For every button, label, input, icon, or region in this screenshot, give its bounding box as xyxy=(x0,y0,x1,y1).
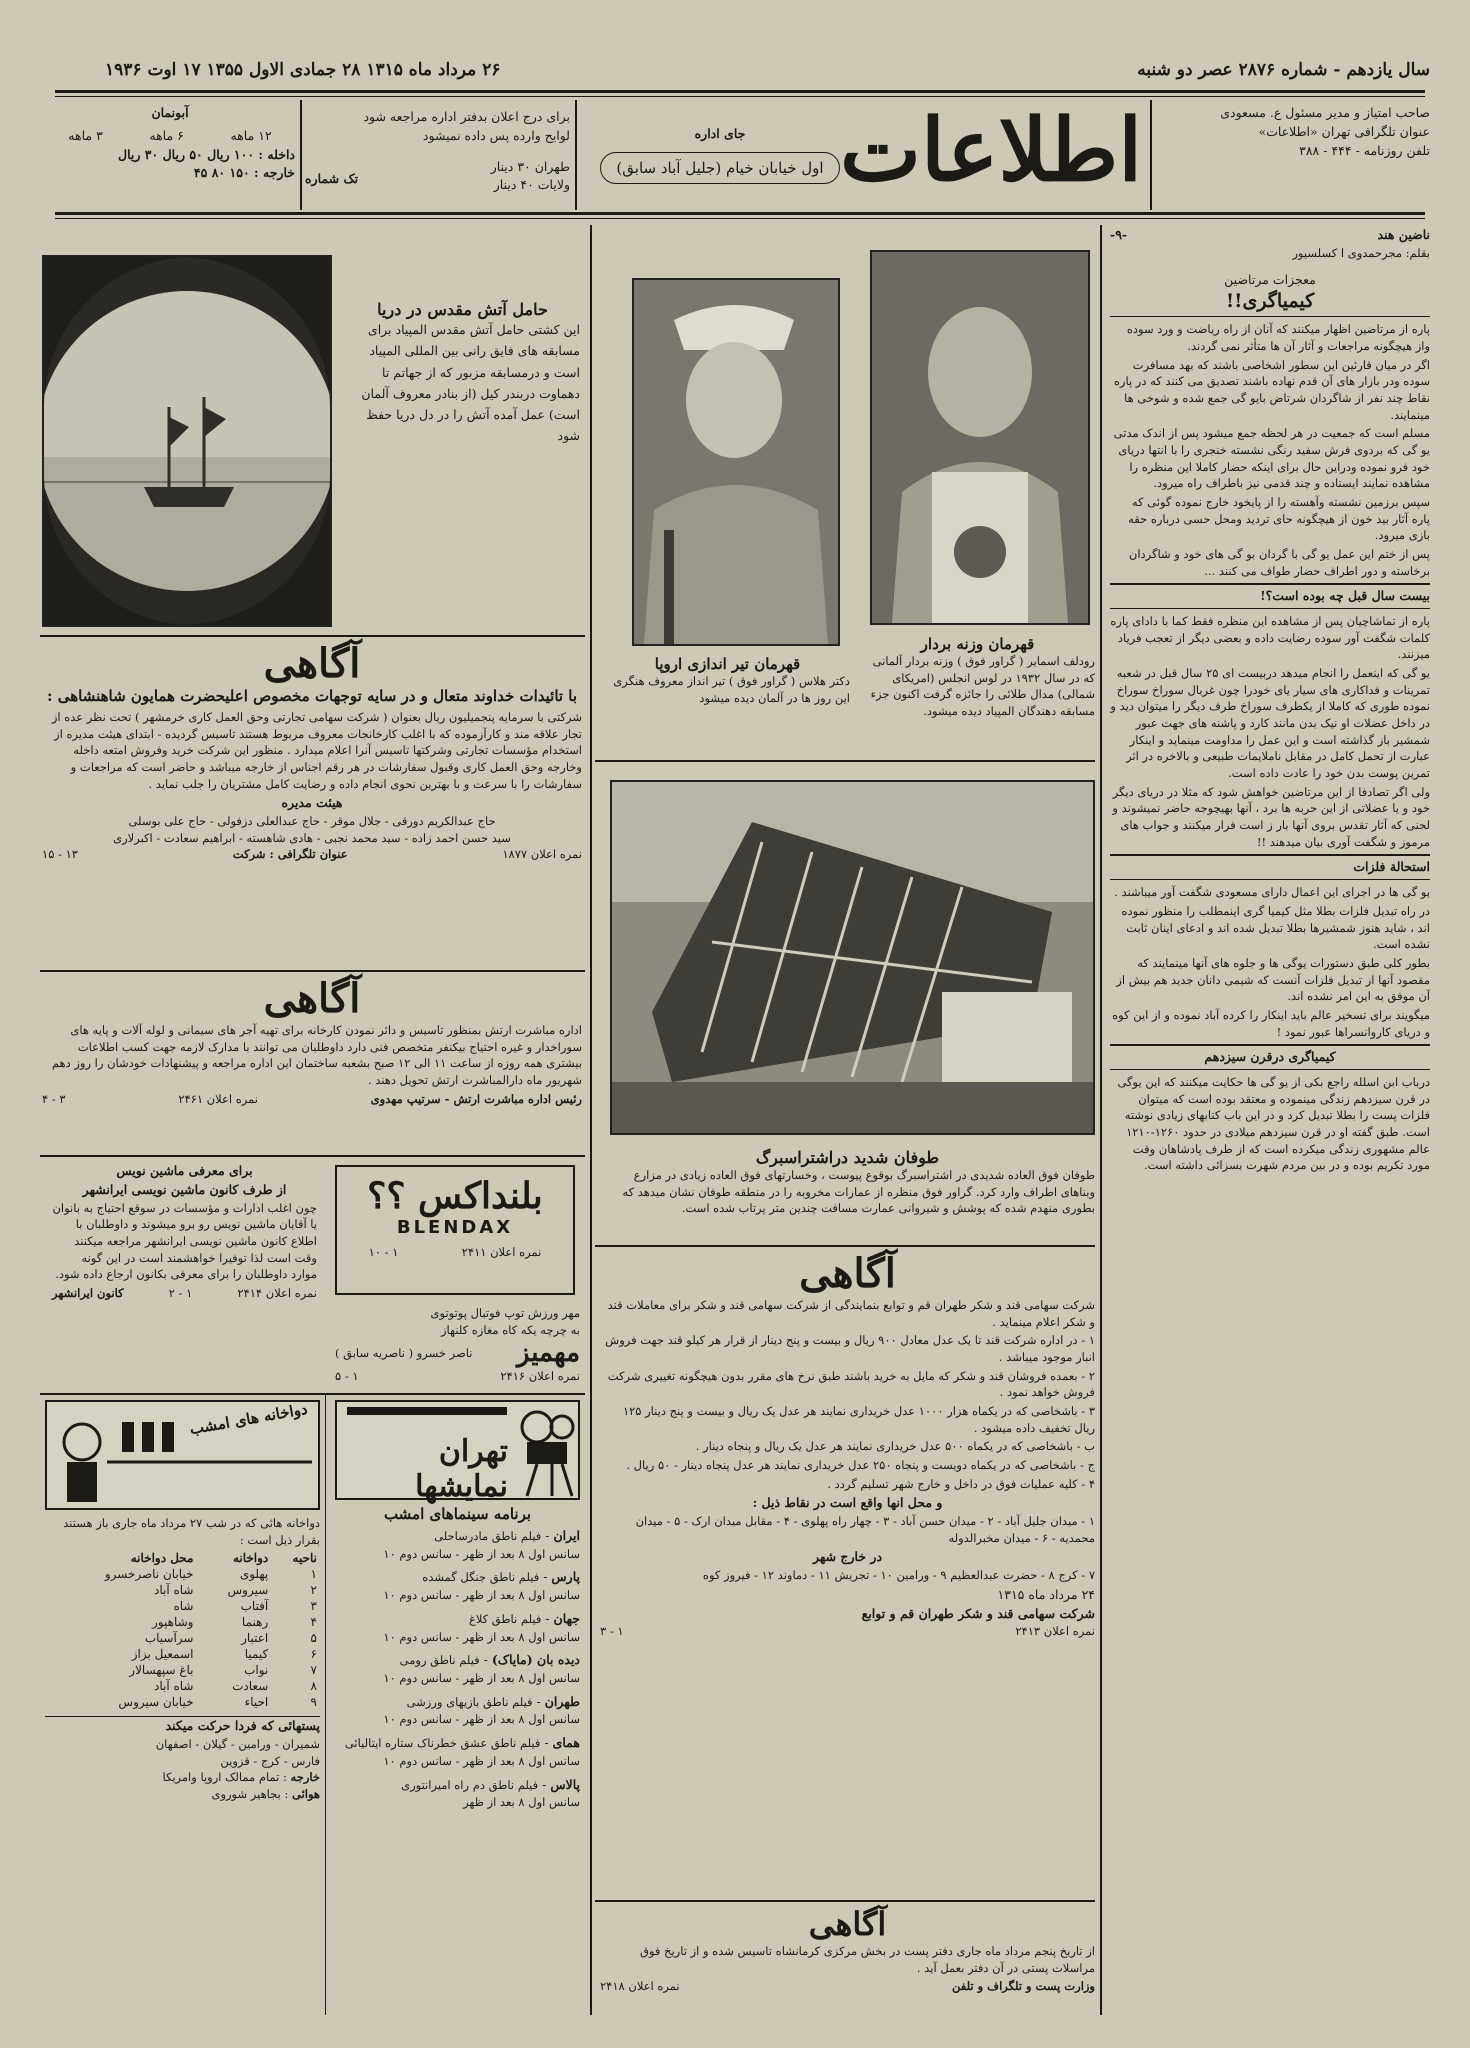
editor-line: عنوان تلگرافی تهران «اطلاعات» xyxy=(1258,123,1430,139)
pharmacy-intro: دواخانه هائی که در شب ۲۷ مرداد ماه جاری باز هستند بقرار ذیل است : xyxy=(63,1516,320,1547)
table-row: ۴ رهنما وشاهپور xyxy=(152,1615,317,1630)
archer-title: قهرمان تیر اندازی اروپا xyxy=(654,655,801,673)
cinema-name: طهران xyxy=(544,1693,580,1709)
sub-header: ۱۲ ماهه xyxy=(230,127,272,143)
typist-ad-body: چون اغلب ادارات و مؤسسات در سوقع احتیاج به بانوان یا آقایان ماشین نویس رو برو میشوند و داوطلبان با اطلاع کانون ماشین نویسی ایرانشهر مراجعه میکنند وقت است لذا توفیرا خواهشمند است در این گونه موارد داوطلبان را برای معرفی بکانون ارجاع داده شود. xyxy=(52,1200,317,1282)
post-air-title: هوائی xyxy=(292,1787,320,1802)
article-subhead: بیست سال قبل چه بوده است؟! xyxy=(1110,583,1430,609)
post-schedule-title: پستهائی که فردا حرکت میکند xyxy=(45,1716,320,1736)
cinema-name: همای xyxy=(552,1735,580,1751)
archer-figure xyxy=(634,280,838,644)
cinema-name: پارس xyxy=(551,1569,580,1585)
article-paragraph: درباب ابن اسلله راجع بکی از یو گی ها حکایت میکنند که این یوگی در قرن سیزدهم زندگی مینموده و معتقد بوده است که میتوان فلزات پست را بطلا تبدیل کرد و در این باب کتابهای زیادی نوشته است. طبق گفته او در قرن سیزدهم میلادی در حدود ۱۲۶۰-۱۲۱۰ عالم مشهوری زندگی میکرده است که از طرف پادشاهان وقت مورد تکریم بوده و در بین مردم شهرت بسزائی داشته است. xyxy=(1117,1074,1430,1173)
post-air: بجاهیر شوروی xyxy=(211,1787,281,1802)
sugar-ad-outside-title: در خارج شهر xyxy=(812,1549,883,1565)
article-paragraph: پس از ختم این عمل یو گی با گردان بو گی های خود و شاگردان برخاسته و دور اطراف حضار طواف می کنند ... xyxy=(1128,546,1430,578)
storm-title: طوفان شدید دراشتراسبرگ xyxy=(755,1148,940,1167)
typist-ad-signature: کانون ایرانشهر xyxy=(52,1285,124,1300)
cinema-sign-text: تهران نمایشها xyxy=(415,1434,508,1504)
subscription-title: آبونمان xyxy=(151,105,189,120)
company-ad-number: نمره اعلان ۱۸۷۷ xyxy=(502,847,582,862)
table-row: ۱ پهلوی خیابان ناصرخسرو xyxy=(104,1567,317,1582)
ship-caption: این کشتی حامل آتش مقدس المپیاد برای مسابقه های فایق رانی بین المللی المپیاد است و درمسابقه مزبور که از جهاتم تا دهماوت دربندر کیل (از بنادر معروف آلمان است) عمل آمده آتش را در دل دریا حفظ شود xyxy=(361,322,580,444)
sugar-ad-places-title: و محل انها واقع است در نقاط ذیل : xyxy=(752,1495,943,1511)
sugar-ad-item: ۳ - باشخاصی که در یکماه هزار ۱۰۰۰ عدل خریداری نمایند هر عدل یک ریال و بیست و پنج دینار ۱۲۵ ریال تخفیف داده میشود . xyxy=(622,1404,1095,1435)
article-paragraph: میگویند برای تسخیر عالم باید اینکار را کرده آباد نموده و از این کوه و دریای کاروانسراها عبور نمود ! xyxy=(1112,1007,1430,1039)
company-ad-board: سید حسن احمد زاده - سید محمد نجبی - هادی شاهسته - ابراهیم سعادت - اکبرلاری xyxy=(113,830,511,845)
table-row: ۲ سیروس شاه آباد xyxy=(153,1583,317,1598)
mahmiz-line: به چرچه یکه کاه مغازه کلنهاز xyxy=(441,1322,580,1337)
cinema-sign xyxy=(335,1400,580,1504)
army-ad xyxy=(42,975,582,1107)
cinema-film: فیلم ناطق رومی xyxy=(399,1653,480,1668)
sub-header: ۳ ماهه xyxy=(68,127,103,143)
article-paragraph: پاره از مرتاضین اظهار میکنند که آنان از راه ریاضت و ورد سوده واز هیچگونه مراجعات و آثار آن ها متأثر نمی گردند. xyxy=(1126,322,1430,353)
cinema-film: فیلم ناطق جنگل گمشده xyxy=(422,1570,540,1585)
table-row: ۹ احیاء خیابان سیروس xyxy=(118,1695,317,1710)
company-ad-range: ۱۳ - ۱۵ xyxy=(42,847,78,862)
weightlifter-photo xyxy=(870,250,1090,625)
sub-header: ۶ ماهه xyxy=(149,127,184,143)
blendax-title: بلنداکس ؟؟ xyxy=(367,1175,543,1217)
issue-line: سال یازدهم - شماره ۲۸۷۶ عصر دو شنبه xyxy=(1137,60,1430,80)
article-paragraph: بطور کلی طبق دستورات یوگی ها و جلوه های آنها مینمایند که مقصود آنها از تبدیل فلزات آنست که شیمی دانان جدید هم بیش از آن موفق به این امر نشده اند. xyxy=(1116,955,1430,1004)
article-tag: ناضین هند xyxy=(1377,227,1430,242)
pharmacy-list: دواخانه هائی که در شب ۲۷ مرداد ماه جاری باز هستند بقرار ذیل است : ناحیه دواخانه محل دواخانه ۱ پهلوی خیابان ناصرخسرو ۲ سیروس شاه آباد ۳ آفتاب شاه ۴ رهنما وشاهپور ۵ اعتبار سرآسیاب ۶ کیمیا اسمعیل بزاز ۷ نواب باغ سپهسالار ۸ سعادت شاه آباد ۹ احیاء خیابان سیروس پستهائی که فردا حرکت میکند شمیران - ورامین - گیلان - اصفهان فارس - کرج - قزوین خارجه : تمام ممالک اروپا وامریکا هوائی : بجاهیر شوروی xyxy=(45,1515,320,1803)
ad-info xyxy=(340,108,570,195)
editor-line: صاحب امتیاز و مدیر مسئول ع. مسعودی xyxy=(1220,105,1430,120)
army-ad-range: ۳ - ۴ xyxy=(42,1091,66,1106)
sugar-ad-item: ۲ - بعمده فروشان قند و شکر که مایل به خرید باشند طبق نرخ های مقرر بدون هیچگونه تغییری شرکت فروش خواهد نمود . xyxy=(607,1368,1095,1400)
storm-photo xyxy=(610,780,1095,1135)
storm-figure xyxy=(612,782,1093,1133)
army-ad-body: اداره مباشرت ارتش بمنظور تاسیس و دائر نمودن کارخانه برای تهیه آجر های سیمانی و لوله آلات و پایه های سوراخدار و غیره احتیاج بیکنفر متخصص فنی دارد داوطلبان می توانند با مدارک لازمه جهت کسب اطلاعات بیشتری همه روزه از ساعت ۱۱ الی ۱۲ صبح بشعبه ساختمان این اداره مراجعه و پیشنهادات خودشان را روز دهم شهریور ماه دارالمباشرت ارتش تحویل دهند . xyxy=(51,1023,582,1088)
sugar-ad-date: ۲۴ مرداد ماه ۱۳۱۵ xyxy=(997,1586,1095,1602)
sugar-ad-signature: شرکت سهامی قند و شکر طهران قم و توابع xyxy=(861,1605,1095,1621)
blendax-number: نمره اعلان ۲۴۱۱ xyxy=(461,1245,542,1259)
company-ad-board-title: هیئت مدیره xyxy=(281,795,343,811)
typist-ad-line2: از طرف کانون ماشین نویسی ایرانشهر xyxy=(82,1181,287,1197)
cinema-item: همای - فیلم ناطق عشق خطرناک ستاره ایتالیائی سانس اول ۸ بعد از ظهر - سانس دوم ۱۰ xyxy=(335,1734,580,1769)
post-ad-title: آگاهی xyxy=(808,1905,887,1943)
ad-info-line: برای درج اعلان بدفتر اداره مراجعه شود xyxy=(363,109,570,124)
article-fakirs xyxy=(1110,226,1430,1176)
article-paragraph: پاره از تماشاچیان پس از مشاهده این منظره فقط کما با دادای پاره کلمات شگفت آور سوده رضایت داده و بعضی دیگر از تعجب فریاد میزنند. xyxy=(1110,614,1430,662)
cinema-film: فیلم ناطق مادرساحلی xyxy=(434,1529,542,1543)
sugar-ad-number: نمره اعلان ۲۴۱۳ xyxy=(1015,1624,1095,1639)
post-ad-number: نمره اعلان ۲۴۱۸ xyxy=(600,1979,680,1994)
cinema-listings xyxy=(335,1505,580,1811)
cinema-shows: سانس اول ۸ بعد از ظهر - سانس دوم ۱۰ xyxy=(383,1629,580,1644)
mahmiz-ad xyxy=(335,1305,580,1385)
price-tehran: طهران ۳۰ دینار xyxy=(490,158,570,174)
cinema-film: فیلم ناطق کلاغ xyxy=(468,1611,542,1626)
weightlifter-caption-block xyxy=(860,635,1095,722)
sugar-ad xyxy=(600,1250,1095,1640)
article-title: کیمیاگری!! xyxy=(1225,290,1315,313)
cinema-title: برنامه سینماهای امشب xyxy=(383,1505,532,1523)
typist-ad-line1: برای معرفی ماشین نویس xyxy=(116,1163,253,1178)
address-label: جای اداره xyxy=(694,126,746,141)
sugar-ad-places: ۱ - میدان جلیل آباد - ۲ - میدان حسن آباد - ۳ - چهار راه پهلوی - ۴ - مقابل میدان ارک - ۵ - میدان محمدیه - ۶ - میدان مخبرالدوله xyxy=(635,1514,1095,1545)
mahmiz-line: مهر ورزش توپ فوتبال پوتوتوی xyxy=(430,1306,580,1320)
cinema-film: فیلم ناطق دم راه امیرانتوری xyxy=(401,1777,539,1792)
army-ad-signature: رئیس اداره مباشرت ارتش - سرتیپ مهدوی xyxy=(370,1091,582,1106)
article-number: -۹- xyxy=(1110,227,1128,242)
blendax-title-en: BLENDAX xyxy=(396,1217,514,1238)
blendax-ad xyxy=(335,1165,575,1295)
pharmacy-sign-text: دواخانه های امشب xyxy=(188,1399,309,1439)
sugar-ad-range: ۱ - ۳ xyxy=(600,1624,624,1639)
cinema-shows: سانس اول ۸ بعد از ظهر - سانس دوم ۱۰ xyxy=(383,1546,580,1561)
post-schedule-line: فارس - کرج - قزوین xyxy=(220,1753,320,1768)
ship-figure xyxy=(44,257,330,625)
army-ad-title: آگاهی xyxy=(263,975,361,1022)
article-paragraph: یو گی که اینعمل را انجام میدهد دربیست ای ۲۵ سال قبل در شعبه تمرینات و فداکاری های سیار یای خودرا چون غربال سوراخ سوراخ نموده طوری که کاملا از یکطرف سوراخ طرف دیگر را میتوان دید و در داخل عضلات او نیک بدن مانند کارد و پاشنه های جهت عبور شمشیر باز گذاشته است و این عمل را مداومت مینماید و اینکار عبارت از تحمل کامل در مقابل ناملایمات طبیعی و بالاخره در اثر تمرین پوست بدن خود را عادت داده است. xyxy=(1110,666,1430,781)
sugar-ad-item: ۴ - کلیه عملیات فوق در داخل و خارج شهر تسلیم گردد . xyxy=(827,1476,1095,1491)
cinema-name: ایران xyxy=(553,1528,580,1543)
article-paragraph: سپس برزمین نشسته وآهسته را از پایخود خارج نموده گوئی که پاره آثار بید خون از هیچگونه حای تردید ومحل حسی درباره حقه بازی میرود. xyxy=(1128,494,1430,543)
pharmacy-table xyxy=(45,1550,320,1710)
cinema-shows: سانس اول ۸ بعد از ظهر - سانس دوم ۱۰ xyxy=(383,1712,580,1727)
archer-caption: دکتر هلاس ( گراور فوق ) تیر انداز معروف هنگری این روز ها در آلمان دیده میشود xyxy=(613,674,850,705)
storm-caption: طوفان فوق العاده شدیدی در اشتراسبرگ بوقوع پیوست ، وخسارتهای فوق العاده زیادی در مزارع وبناهای اطراف وارد کرد. گراور فوق منظره از عمارات مخروبه را در منطقه طوفان نشان میدهد که بطوری منهدم شده که پوشش و شیروانی عمارت مسافت چندین متر پرتاب شده است. xyxy=(622,1168,1095,1216)
article-paragraph: اگر در میان قارئین این سطور اشخاصی باشند که بهد مسافرت سوده ودر بازار های آن قدم نهاده باشند تصدیق می کنند که در پاره نقاط چند نفر از شاگردان شرتاض بایو گی جمع شده و شوخی ها مینمایند. xyxy=(1113,357,1430,422)
table-row: ۸ سعادت شاه آباد xyxy=(153,1679,317,1694)
company-ad-title: آگاهی xyxy=(263,640,361,687)
article-subhead: استحالة فلزات xyxy=(1110,854,1430,880)
sugar-ad-item: ب - باشخاصی که در یکماه ۵۰۰ عدل خریداری نمایند هر عدل یک ریال و پنجاه دینار . xyxy=(695,1439,1095,1454)
weightlifter-title: قهرمان وزنه بردار xyxy=(920,635,1035,653)
mahmiz-address: ناصر خسرو ( ناصریه سابق ) xyxy=(335,1346,473,1360)
cinema-shows: سانس اول ۸ بعد از ظهر xyxy=(463,1795,580,1810)
masthead-title: اطلاعات xyxy=(840,100,1143,201)
storm-caption-block xyxy=(600,1148,1095,1219)
sugar-ad-title: آگاهی xyxy=(799,1250,896,1297)
cinema-shows: سانس اول ۸ بعد از ظهر - سانس دوم ۱۰ xyxy=(383,1588,580,1603)
blendax-range: ۱ - ۱۰ xyxy=(368,1245,399,1259)
company-ad-subtitle: با تائیدات خداوند متعال و در سایه توجهات مخصوص اعلیحضرت همایون شاهنشاهی : xyxy=(46,687,578,705)
article-paragraph: ولی اگر تصادفا از این مرتاضین خواهش شود که مثلا در دریای دیگر خود و یا عضلاتی از این حربه ها برد ، آنها بهیچوجه حاضر نمیشوند و لحنی که آثار تقدس بروی آنها بار ز است فرار میکنند و جواب های مرموز و شگفت آوری بیان میدهند !! xyxy=(1112,784,1430,849)
cinema-item: پارس - فیلم ناطق جنگل گمشده سانس اول ۸ بعد از ظهر - سانس دوم ۱۰ xyxy=(335,1568,580,1603)
sugar-ad-item: ۱ - در اداره شرکت قند تا یک عدل معادل ۹۰۰ ریال و بیست و پنج دینار از قرار هر کیلو قند جهت فروش انبار موجود میباشد . xyxy=(605,1333,1095,1365)
table-row: ۳ آفتاب شاه xyxy=(173,1599,317,1614)
company-ad xyxy=(42,640,582,863)
price-provinces: ولایات ۴۰ دینار xyxy=(493,177,570,193)
article-byline: بقلم: مجرحمدوی ا کسلسیور xyxy=(1292,245,1430,260)
cinema-shows: سانس اول ۸ بعد از ظهر - سانس دوم ۱۰ xyxy=(383,1753,580,1768)
archer-caption-block xyxy=(605,655,850,708)
pharmacy-col-name: دواخانه xyxy=(232,1551,269,1566)
post-ad-signature: وزارت پست و تلگراف و تلفن xyxy=(952,1979,1095,1994)
typist-ad xyxy=(52,1162,317,1302)
subscription-block xyxy=(45,104,295,183)
weightlifter-figure xyxy=(872,252,1088,623)
pharmacy-col-area: ناحیه xyxy=(292,1551,317,1566)
ship-title: حامل آتش مقدس در دریا xyxy=(377,300,548,319)
weightlifter-caption: رودلف اسماير ( گراور فوق ) وزنه بردار آلمانی که در سال ۱۹۳۲ در لوس انجلس (امریکای شمالی) مدال طلائی را جائزه گرفت اکنون جزء مسابقه دهندگان المپیاد دیده میشود. xyxy=(870,654,1095,719)
cinema-name: پالاس xyxy=(550,1776,580,1792)
pharmacy-col-place: محل دواخانه xyxy=(130,1551,194,1566)
cinema-name: جهان xyxy=(553,1610,580,1626)
sub-domestic: داخله : ۱۰۰ ریال ۵۰ ریال ۳۰ ریال xyxy=(118,146,295,162)
article-paragraph: در راه تبدیل فلزات بطلا مثل کیمیا گری اینمطلب را منظور نموده اند ، شاید هنوز شمشیرها بطلا تبدیل شده اند و ادعای اینان ثابت نشده است. xyxy=(1121,903,1430,952)
post-schedule-line: شمیران - ورامین - گیلان - اصفهان xyxy=(155,1737,320,1752)
typist-ad-number: نمره اعلان ۲۴۱۴ xyxy=(237,1285,317,1300)
address: اول خیابان خیام (جلیل آباد سابق) xyxy=(600,152,840,185)
company-ad-body: شرکتی با سرمایه پنجمیلیون ریال بعنوان ( شرکت سهامی تجارتی وحق العمل کاری خرمشهر ) تحت نظر عده از تجار علاقه مند و کارآزموده که با اغلب کارخانجات معروف مربوط هستند تاسیس گردیده - ابتدای هیئت مدیره از استخدام مؤسسات تجارتی وشرکتها تاسیس آنرا اعلام میدارد . منظور این شرکت خرید وفروش امتعه داخله وخارجه وحق العمل کاری وقبول سفارشات در هر رقم اجناس از خارجه میباشد و حاضر است که مراجعات و سفارشات را با سرعت و با بهترین نحوی انجام داده و رضایت کامل مشتریان را جلب نماید . xyxy=(51,710,582,791)
article-paragraph: مسلم است که جمعیت در هر لحظه جمع میشود پس از اندک مدتی یو گی که بردوی فرش سفید رنگی نشسته خنجری را با انتها دریای خود فرو نموده ودراین حال برای اینکه حضار کاملا این منظره را مشاهده نمایند ایستاده و چند قدمی نیز باطراف راه میرود. xyxy=(1113,426,1430,491)
editor-block xyxy=(1140,104,1430,160)
price-label: تک شماره xyxy=(305,171,359,186)
cinema-item: جهان - فیلم ناطق کلاغ سانس اول ۸ بعد از ظهر - سانس دوم ۱۰ xyxy=(335,1610,580,1645)
address-block xyxy=(600,125,840,184)
mahmiz-range: ۱ - ۵ xyxy=(335,1369,359,1384)
post-ad xyxy=(600,1905,1095,1995)
cinema-film: فیلم ناطق بازیهای ورزشی xyxy=(406,1694,533,1709)
ad-info-line: لوایح وارده پس داده نمیشود xyxy=(422,127,570,143)
post-abroad: تمام ممالک اروپا وامریکا xyxy=(162,1770,280,1785)
cinema-shows: سانس اول ۸ بعد از ظهر - سانس دوم ۱۰ xyxy=(383,1671,580,1686)
cinema-film: فیلم ناطق عشق خطرناک ستاره ایتالیائی xyxy=(344,1736,541,1751)
cinema-item: طهران - فیلم ناطق بازیهای ورزشی سانس اول ۸ بعد از ظهر - سانس دوم ۱۰ xyxy=(335,1693,580,1728)
article-subhead: کیمیاگری درقرن سیزدهم xyxy=(1110,1044,1430,1070)
typist-ad-range: ۱ - ۲ xyxy=(168,1285,193,1300)
table-row: ۵ اعتبار سرآسیاب xyxy=(144,1631,317,1646)
mahmiz-title: مهمیز xyxy=(516,1338,580,1369)
sugar-ad-intro: شرکت سهامی قند و شکر طهران قم و توابع بنمایندگی از شرکت سهامی قند و شکر برای معاملات قند و شکر اعلام مینماید . xyxy=(607,1298,1095,1329)
cinema-item: پالاس - فیلم ناطق دم راه امیرانتوری سانس اول ۸ بعد از ظهر xyxy=(335,1776,580,1811)
archer-photo xyxy=(632,278,840,646)
cinema-item: ایران - فیلم ناطق مادرساحلی سانس اول ۸ بعد از ظهر - سانس دوم ۱۰ xyxy=(335,1527,580,1562)
sugar-ad-outside: ۷ - کرج ۸ - حضرت عبدالعظیم ۹ - ورامین ۱۰ - تجریش ۱۱ - دماوند ۱۲ - فیروز کوه xyxy=(702,1568,1095,1583)
table-row: ۶ کیمیا اسمعیل بزاز xyxy=(131,1647,317,1662)
pharmacy-sign xyxy=(45,1400,320,1510)
editor-line: تلفن روزنامه - ۴۴۴ - ۳۸۸ xyxy=(1299,142,1430,158)
post-ad-body: از تاریخ پنجم مرداد ماه جاری دفتر پست در بخش مرکزی کرمانشاه تاسیس شده و از تاریخ فوق مراسلات پستی در آن دفتر بعمل آید . xyxy=(640,1944,1095,1975)
cinema-item: دیده بان (مایاک) - فیلم ناطق رومی سانس اول ۸ بعد از ظهر - سانس دوم ۱۰ xyxy=(335,1651,580,1686)
article-paragraph: یو گی ها در اجرای این اعمال دارای مسعودی شگفت آور میباشند . xyxy=(1114,885,1430,900)
company-ad-board: حاج عبدالکریم دورقی - جلال موقر - حاج عبدالعلی دزفولی - حاج علی بوسلی xyxy=(128,814,496,829)
ship-caption-block xyxy=(345,300,580,449)
post-abroad-title: خارجه xyxy=(290,1770,320,1785)
sub-foreign: خارجه : ۱۵۰ ۸۰ ۴۵ xyxy=(193,165,295,181)
cinema-name: دیده بان (مایاک) xyxy=(491,1652,580,1668)
sugar-ad-item: ج - باشخاصی که در یکماه دویست و پنجاه ۲۵۰ عدل خریداری نمایند هر عدل پنجاه دینار - ۵۰ ریال . xyxy=(626,1458,1095,1473)
date-line: ۲۶ مرداد ماه ۱۳۱۵ ۲۸ جمادی الاول ۱۳۵۵ ۱۷ اوت ۱۹۳۶ xyxy=(105,60,501,80)
article-kicker: معجزات مرتاضین xyxy=(1224,272,1316,288)
army-ad-number: نمره اعلان ۲۴۶۱ xyxy=(178,1091,258,1106)
company-ad-telegraph: عنوان تلگرافی : شرکت xyxy=(232,847,348,862)
table-row: ۷ نواب باغ سپهسالار xyxy=(129,1663,317,1678)
ship-photo xyxy=(42,255,332,627)
mahmiz-number: نمره اعلان ۲۴۱۶ xyxy=(500,1369,580,1384)
